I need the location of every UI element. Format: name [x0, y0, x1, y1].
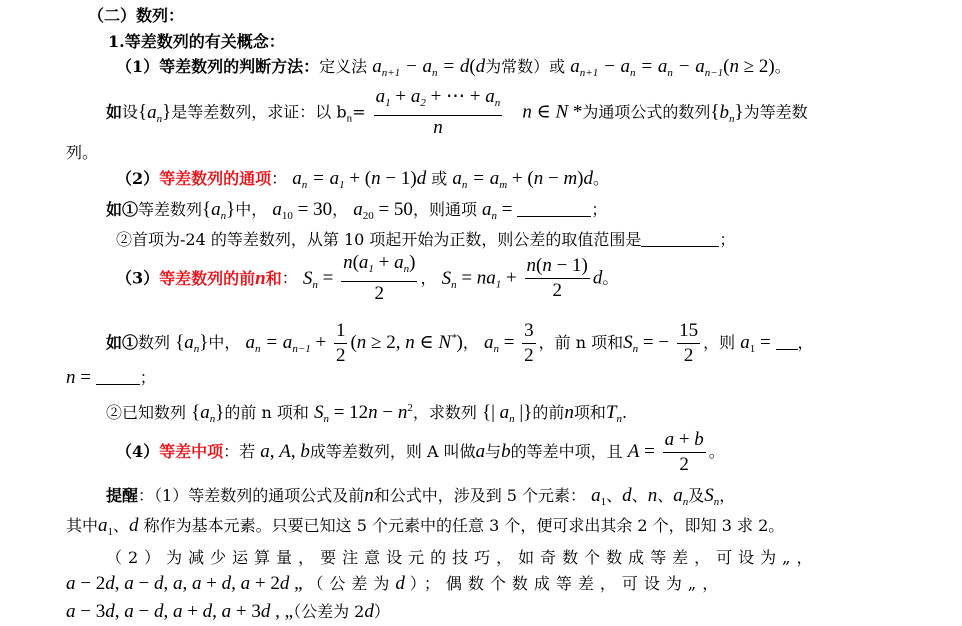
sum-fraction-2: $\frac{n(n - 1)}{2}$	[526, 255, 588, 301]
judge-line: （1）等差数列的判断方法：定义法 $a_{n+1} - a_n = d(d$为常数）或 $a_{n+1} - a_n = a_n - a_{n-1}(n \ge 2)$。	[116, 56, 791, 79]
topic1-number: 1.	[108, 32, 125, 51]
prove-t5: 为等差数	[743, 102, 808, 122]
middle-term-label: 等差中项	[159, 442, 224, 461]
general-term-label: 等差数列的通项	[159, 169, 272, 188]
section-title: （二）数列：	[88, 6, 185, 25]
prove-t2: 是等差数列，求证：以 b	[171, 102, 347, 122]
prove-prefix: 如	[106, 102, 123, 122]
answer-blank	[641, 230, 719, 247]
sum-example-1-wrap: n = ；	[66, 367, 156, 388]
topic1-title: 等差数列的有关概念：	[124, 32, 285, 51]
general-example-2: ②首项为-24 的等差数列，从第 10 项起开始为正数，则公差的取值范围是 ；	[116, 230, 736, 249]
answer-blank	[517, 200, 591, 217]
judge-formula2: $a_{n+1} - a_n = a_n - a_{n-1}$	[570, 56, 724, 79]
prove-t4: 为通项公式的数列	[582, 102, 711, 122]
prove-wrap: 列。	[66, 143, 99, 162]
sum-example-2: ②已知数列 $\{a_n\}$的前 n 项和 $S_n = 12n - n^2$，求数列 {| $a_n$ |}的前n项和$T_n$.	[106, 402, 628, 425]
middle-term-line: （4）等差中项：若 a, A, b成等差数列，则 A 叫做a与b的等差中项，且 A = $\frac{a + b}{2}$ 。	[116, 428, 725, 475]
judge-text1: 定义法	[319, 57, 368, 76]
judge-label: （1）等差数列的判断方法：	[116, 57, 320, 76]
sum-line: （3）等差数列的前n和： $S_n$ = $\frac{n(a_1 + a_n)}{2}$ ， $S_n = na_1$ + $\frac{n(n - 1)}{2}$ d。	[116, 252, 619, 304]
sum-label: 等差数列的前n和	[159, 267, 282, 289]
judge-formula1: $a_{n+1} - a_n = d$	[372, 56, 470, 79]
prove-t1: 设	[122, 102, 139, 122]
answer-blank	[776, 333, 798, 350]
reminder-line-2: 其中$a_1$、d 称作为基本元素。只要已知这 5 个元素中的任意 3 个，便可求出其余 2 个，即知 3 求 2。	[66, 515, 785, 538]
prove-fraction: $\frac{a_1 + a_2 + \cdots + a_n}{n}$	[375, 86, 501, 138]
reminder-line-5: a − 3d, a − d, a + d, a + 3d , „（公差为 2d）	[66, 601, 390, 622]
answer-blank	[96, 368, 140, 385]
reminder-line-3: （2）为减少运算量，要注意设元的技巧，如奇数个数成等差，可设为„，	[106, 548, 819, 567]
general-term-formula1: $a_n = a_1$	[292, 168, 345, 191]
general-term-line: （2）等差数列的通项： $a_n = a_1 + (n - 1)d$ 或 $a_n = a_m + (n - m)d$。	[116, 168, 610, 191]
judge-text3: 。	[774, 57, 791, 76]
general-term-formula2: $a_n = a_m$	[452, 168, 508, 191]
sum-example-1: 如①数列 $\{a_n\}$中， $a_n = a_{n-1}$ + $\frac{1}{2}$ (n ≥ 2, n ∈ N*)， $a_n$ = $\frac{3}{2}$ ，前 n 项和$S_n$ = − $\frac{15}{2}$ ，则 $a_1$ = ，	[106, 319, 814, 366]
topic1-heading	[108, 30, 285, 54]
reminder-line-4: a − 2d, a − d, a, a + d, a + 2d „ （公差为d ）；偶数个数成等差，可设为„，	[66, 573, 725, 594]
sum-fraction-1: $\frac{n(a_1 + a_n)}{2}$	[343, 252, 416, 304]
general-example-1: 如①等差数列$\{a_n\}$中， $a_{10} = 30$， $a_{20} = 50$，则通项 $a_n$ = ；	[106, 199, 608, 222]
reminder-line-1: 提醒：（1）等差数列的通项公式及前n和公式中，涉及到 5 个元素： $a_1$、d、n、$a_n$及$S_n$，	[106, 485, 736, 508]
prove-example: 如设$\{a_n\}$是等差数列，求证：以 $b_n=$ $\frac{a_1 + a_2 + \cdots + a_n}{n}$ n ∈ N *为通项公式的数列$\{b_n\}$为等差数	[106, 86, 808, 138]
reminder-label: 提醒	[106, 486, 139, 505]
judge-text2: 为常数）或	[485, 57, 566, 76]
